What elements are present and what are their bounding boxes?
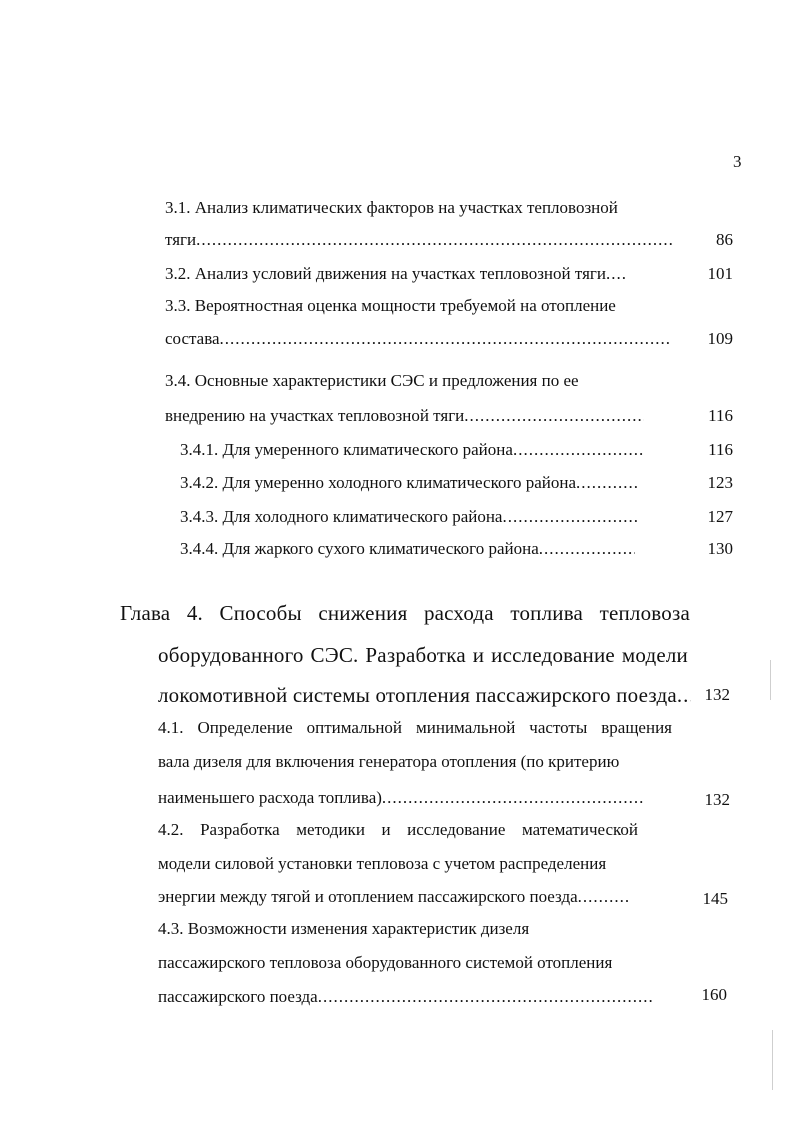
- dot-leader: [606, 262, 628, 286]
- dot-leader: [539, 537, 635, 561]
- toc-entry-3-1-line-1: 3.1. Анализ климатических факторов на участках тепловозной: [165, 198, 618, 217]
- chapter-4-title-text: локомотивной системы отопления пассажирского поезда: [158, 683, 677, 707]
- chapter-4-title-line-3: [158, 680, 691, 710]
- page-number: 3: [733, 152, 742, 171]
- toc-entry-3-3-line-2: [165, 327, 672, 351]
- toc-entry-4-1-line-1: 4.1. Определение оптимальной минимальной частоты вращения: [158, 718, 672, 737]
- toc-entry-4-3-line-1: 4.3. Возможности изменения характеристик дизеля: [158, 919, 530, 938]
- scan-edge-mark: [772, 1030, 773, 1090]
- toc-entry-4-2-line-2: модели силовой установки тепловоза с учетом распределения: [158, 854, 607, 873]
- toc-entry-4-3-line-2: пассажирского тепловоза оборудованного системой отопления: [158, 953, 613, 972]
- toc-entry-4-1-page: 132: [704, 790, 730, 809]
- toc-entry-3-4-2-text: 3.4.2. Для умеренно холодного климатического района: [180, 473, 577, 492]
- toc-entry-3-1-page: 86: [716, 230, 733, 249]
- toc-entry-4-1-line-3: [158, 786, 644, 810]
- toc-entry-4-1-line-2: вала дизеля для включения генератора отопления (по критерию: [158, 752, 620, 771]
- dot-leader: [576, 471, 638, 495]
- toc-entry-3-4-1-text: 3.4.1. Для умеренного климатического района: [180, 440, 513, 459]
- toc-entry-3-4-3-text: 3.4.3. Для холодного климатического района: [180, 507, 503, 526]
- toc-entry-3-1-text: тяги: [165, 230, 197, 249]
- toc-entry-3-4-text: внедрению на участках тепловозной тяги: [165, 406, 465, 425]
- toc-entry-3-4-2-page: 123: [707, 473, 733, 492]
- toc-entry-3-4-page: 116: [708, 406, 733, 425]
- toc-entry-4-2-line-1: 4.2. Разработка методики и исследование математической: [158, 820, 638, 839]
- toc-entry-3-4-line-2: [165, 404, 644, 428]
- chapter-4-title-line-2: оборудованного СЭС. Разработка и исследование модели: [158, 643, 688, 667]
- dot-leader: [382, 786, 644, 810]
- toc-entry-3-2-text: 3.2. Анализ условий движения на участках тепловозной тяги: [165, 264, 606, 283]
- toc-entry-3-2-page: 101: [707, 264, 733, 283]
- chapter-4-title-line-1: Глава 4. Способы снижения расхода топлива тепловоза: [120, 601, 690, 625]
- toc-entry-3-4-3-page: 127: [707, 507, 733, 526]
- toc-entry-4-3-line-3: [158, 985, 653, 1009]
- toc-entry-3-4-line-1: 3.4. Основные характеристики СЭС и предложения по ее: [165, 371, 579, 390]
- toc-entry-3-4-4-line-1: [180, 537, 635, 561]
- toc-entry-4-1-text: наименьшего расхода топлива): [158, 788, 382, 807]
- toc-entry-3-1-line-2: [165, 228, 674, 252]
- toc-entry-4-2-line-3: [158, 885, 630, 909]
- toc-entry-3-4-4-text: 3.4.4. Для жаркого сухого климатического района: [180, 539, 539, 558]
- dot-leader: [502, 505, 640, 529]
- toc-entry-3-3-line-1: 3.3. Вероятностная оценка мощности требуемой на отопление: [165, 296, 616, 315]
- dot-leader: [318, 985, 653, 1009]
- chapter-4-page: 132: [704, 685, 730, 704]
- dot-leader: [464, 404, 644, 428]
- toc-entry-4-3-page: 160: [701, 985, 727, 1004]
- toc-entry-3-3-page: 109: [707, 329, 733, 348]
- dot-leader: [196, 228, 674, 252]
- toc-entry-3-4-3-line-1: [180, 505, 640, 529]
- toc-entry-3-3-text: состава: [165, 329, 220, 348]
- scan-edge-mark: [770, 660, 771, 700]
- dot-leader: [513, 438, 643, 462]
- toc-entry-3-4-2-line-1: [180, 471, 638, 495]
- toc-entry-4-2-page: 145: [702, 889, 728, 908]
- dot-leader: [220, 327, 672, 351]
- toc-entry-3-2-line-1: [165, 262, 628, 286]
- dot-leader: [578, 885, 630, 909]
- toc-entry-3-4-4-page: 130: [707, 539, 733, 558]
- toc-entry-3-4-1-line-1: [180, 438, 643, 462]
- toc-entry-3-4-1-page: 116: [708, 440, 733, 459]
- toc-entry-4-3-text: пассажирского поезда: [158, 987, 318, 1006]
- toc-entry-4-2-text: энергии между тягой и отоплением пассажирского поезда: [158, 887, 578, 906]
